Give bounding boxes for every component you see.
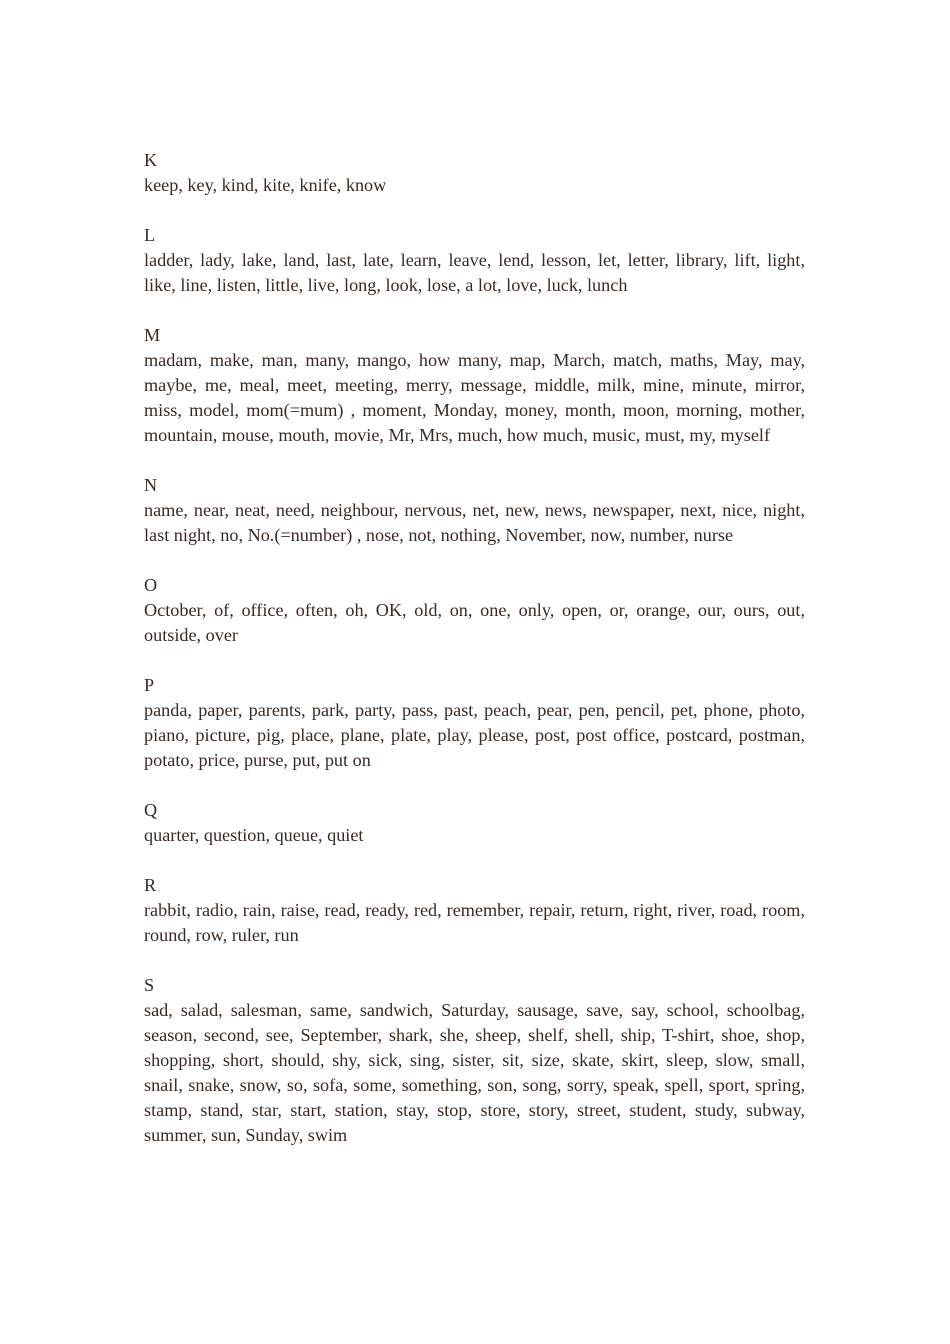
section-letter: O <box>144 575 158 595</box>
section-r <box>144 873 805 948</box>
section-k <box>144 148 805 198</box>
word-list: sad, salad, salesman, same, sandwich, Saturday, sausage, save, say, school, schoolbag, season, second, see, September, shark, she, sheep, shelf, shell, ship, T-shirt, shoe, shop, shopping, short, should, shy, sick, sing, sister, sit, size, skate, skirt, sleep, slow, small, snail, snake, snow, so, sofa, some, something, son, song, sorry, speak, spell, sport, spring, stamp, stand, star, start, station, stay, stop, store, story, street, student, study, subway, summer, sun, Sunday, swim <box>144 1000 805 1145</box>
section-letter: L <box>144 225 156 245</box>
word-list: October, of, office, often, oh, OK, old, on, one, only, open, or, orange, our, ours, out, outside, over <box>144 600 805 645</box>
section-l <box>144 223 805 298</box>
section-letter: S <box>144 975 155 995</box>
word-list: ladder, lady, lake, land, last, late, learn, leave, lend, lesson, let, letter, library, lift, light, like, line, listen, little, live, long, look, lose, a lot, love, luck, lunch <box>144 250 805 295</box>
section-n <box>144 473 805 548</box>
section-letter: R <box>144 875 157 895</box>
section-letter: K <box>144 150 158 170</box>
section-letter: N <box>144 475 158 495</box>
section-letter: M <box>144 325 161 345</box>
section-letter: Q <box>144 800 158 820</box>
vocabulary-page <box>144 148 805 1173</box>
section-s <box>144 973 805 1148</box>
section-o <box>144 573 805 648</box>
word-list: keep, key, kind, kite, knife, know <box>144 175 387 195</box>
word-list: quarter, question, queue, quiet <box>144 825 364 845</box>
section-m <box>144 323 805 448</box>
word-list: name, near, neat, need, neighbour, nervous, net, new, news, newspaper, next, nice, night, last night, no, No.(=number) , nose, not, nothing, November, now, number, nurse <box>144 500 805 545</box>
section-q <box>144 798 805 848</box>
section-p <box>144 673 805 773</box>
word-list: rabbit, radio, rain, raise, read, ready, red, remember, repair, return, right, river, road, room, round, row, ruler, run <box>144 900 805 945</box>
word-list: madam, make, man, many, mango, how many, map, March, match, maths, May, may, maybe, me, meal, meet, meeting, merry, message, middle, milk, mine, minute, mirror, miss, model, mom(=mum) , moment, Monday, money, month, moon, morning, mother, mountain, mouse, mouth, movie, Mr, Mrs, much, how much, music, must, my, myself <box>144 350 805 445</box>
word-list: panda, paper, parents, park, party, pass, past, peach, pear, pen, pencil, pet, phone, photo, piano, picture, pig, place, plane, plate, play, please, post, post office, postcard, postman, potato, price, purse, put, put on <box>144 700 805 770</box>
section-letter: P <box>144 675 155 695</box>
